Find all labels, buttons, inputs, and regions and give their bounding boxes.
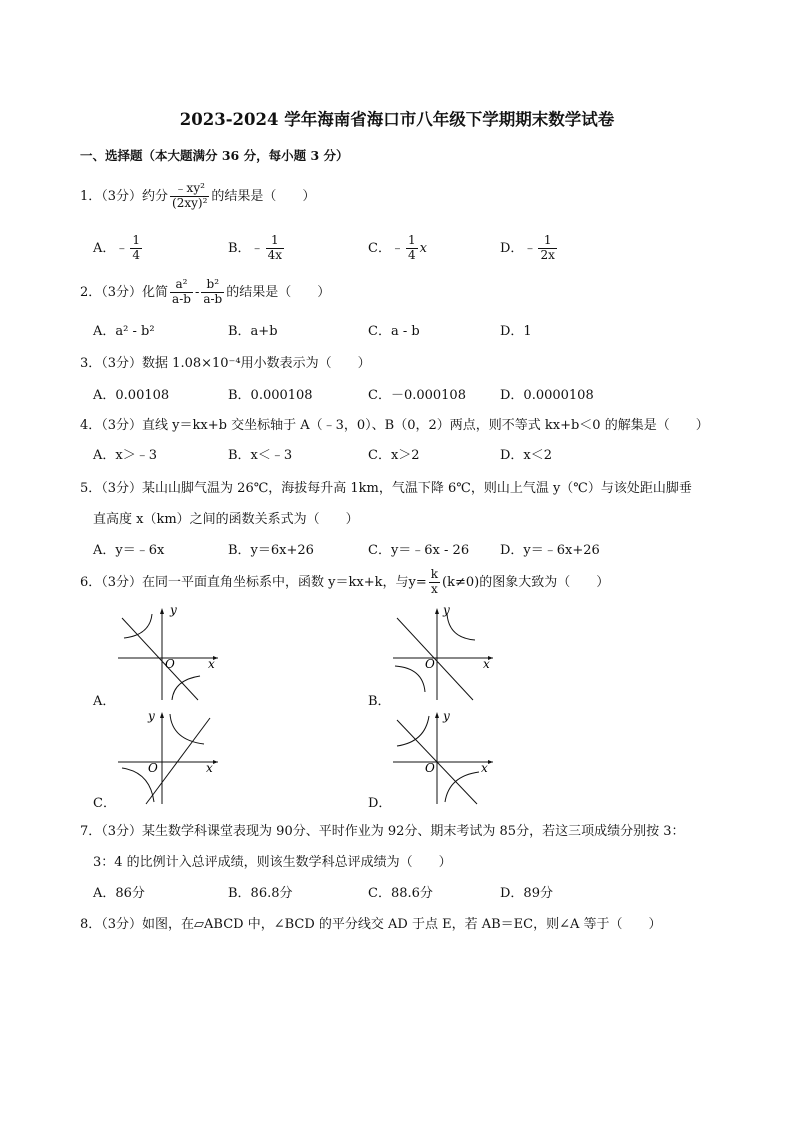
numerator: k [430, 567, 439, 581]
line-graph [122, 618, 198, 700]
numerator: 1 [538, 234, 556, 249]
q1-option-d [500, 234, 559, 263]
q1-option-a [93, 234, 144, 263]
q4-option-d: D．x＜2 [500, 448, 553, 463]
q1-denominator: (2xy)² [172, 195, 208, 210]
option-label: A． [93, 240, 116, 256]
variable: x [419, 240, 427, 256]
denominator: 2x [540, 247, 555, 262]
hyperbola-branch-1 [397, 716, 429, 746]
q1-prefix: 1．（3分）约分 [80, 188, 169, 204]
denominator: 4 [407, 247, 416, 262]
line-graph [397, 618, 473, 700]
q3-option-d: D．0.0000108 [500, 388, 594, 403]
question-8-stem: 8．（3分）如图，在▱ABCD 中，∠BCD 的平分线交 AD 于点 E，若 AB＝EC，则∠A 等于（ ） [80, 917, 662, 932]
option-fraction [130, 234, 142, 263]
graph-d [385, 706, 505, 808]
x-label: x [206, 761, 213, 775]
denominator: a-b [203, 291, 223, 306]
question-5-line-1: 5．（3分）某山山脚气温为 26℃，海拔每升高 1km，气温下降 6℃，则山上气温 y（℃）与该处距山脚垂 [80, 481, 692, 496]
q5-option-d: D．y＝﹣6x+26 [500, 543, 600, 558]
q4-option-b: B．x＜﹣3 [228, 448, 293, 463]
q6-fraction [429, 568, 440, 597]
q2-fraction-2 [201, 278, 224, 307]
origin-label: O [148, 761, 158, 775]
q5-option-b: B．y＝6x+26 [228, 543, 314, 558]
y-arrow-icon [435, 712, 439, 718]
q2-option-c: C．a - b [368, 324, 420, 339]
numerator: b² [201, 278, 224, 293]
question-3-stem: 3．（3分）数据 1.08×10⁻⁴用小数表示为（ ） [80, 356, 371, 371]
minus-sign: ﹣ [523, 240, 537, 256]
q2-option-b: B．a+b [228, 324, 278, 339]
minus-sign: ﹣ [115, 240, 129, 256]
question-6-stem [80, 568, 609, 597]
denominator: a-b [172, 291, 191, 306]
question-4-stem: 4．（3分）直线 y＝kx+b 交坐标轴于 A（﹣3，0）、B（0，2）两点，则不等式 kx+b＜0 的解集是（ ） [80, 418, 709, 433]
page-title: 2023-2024 学年海南省海口市八年级下学期期末数学试卷 [179, 110, 615, 129]
denominator: x [431, 581, 438, 596]
hyperbola-branch-2 [445, 772, 479, 802]
q6-option-a-label: A． [93, 694, 116, 709]
y-arrow-icon [160, 712, 164, 718]
q2-option-a: A．a² - b² [93, 324, 155, 339]
question-2-stem [80, 278, 330, 307]
q1-option-b [228, 234, 286, 263]
y-label: y [170, 603, 177, 617]
graph-a [110, 600, 230, 705]
graph-c [110, 706, 230, 808]
question-7-line-1: 7．（3分）某生数学科课堂表现为 90分、平时作业为 92分、期末考试为 85分，若这三项成绩分别按 3： [80, 824, 685, 839]
option-label: D． [500, 240, 524, 256]
option-fraction [406, 234, 418, 263]
y-label: y [148, 709, 155, 723]
q6-condition: (k≠0) [442, 574, 480, 590]
q7-option-b: B．86.8分 [228, 886, 293, 901]
q6-option-b-label: B． [368, 694, 391, 709]
hyperbola-branch-1 [447, 614, 475, 640]
x-arrow-icon [488, 760, 493, 764]
option-label: B． [228, 240, 251, 256]
q4-option-c: C．x＞2 [368, 448, 420, 463]
minus-sign: ﹣ [390, 240, 404, 256]
x-label: x [481, 761, 488, 775]
hyperbola-branch-2 [172, 676, 200, 700]
hyperbola-branch-1 [170, 714, 204, 744]
origin-label: O [425, 657, 435, 671]
q6-prefix: 6．（3分）在同一平面直角坐标系中，函数 y＝kx+k，与 [80, 574, 409, 590]
numerator: 1 [407, 233, 416, 247]
q1-fraction [170, 182, 209, 211]
numerator: 1 [132, 233, 141, 247]
q1-option-c [368, 234, 427, 263]
q2-fraction-1 [170, 278, 193, 307]
q2-option-d: D．1 [500, 324, 532, 339]
denominator: 4x [267, 247, 282, 262]
section-heading: 一、选择题（本大题满分 36 分，每小题 3 分） [80, 148, 349, 163]
y-arrow-icon [435, 608, 439, 614]
origin-label: O [165, 657, 175, 671]
y-label: y [443, 603, 450, 617]
option-label: C． [368, 240, 391, 256]
q7-option-a: A．86分 [93, 886, 145, 901]
q6-option-c-label: C． [93, 796, 116, 811]
q5-option-a: A．y＝﹣6x [93, 543, 165, 558]
option-fraction [266, 234, 284, 263]
y-label: y [443, 709, 450, 723]
q1-suffix: 的结果是（ ） [211, 188, 316, 204]
q2-suffix: 的结果是（ ） [226, 284, 331, 300]
q3-option-b: B．0.000108 [228, 388, 313, 403]
x-label: x [483, 657, 490, 671]
q6-option-d-label: D． [368, 796, 392, 811]
q7-option-d: D．89分 [500, 886, 553, 901]
q4-option-a: A．x＞﹣3 [93, 448, 157, 463]
y-arrow-icon [160, 608, 164, 614]
q5-option-c: C．y＝﹣6x - 26 [368, 543, 470, 558]
origin-label: O [425, 761, 435, 775]
q6-function: y= [408, 574, 427, 590]
numerator: a² [170, 278, 193, 293]
question-7-line-2: 3：4 的比例计入总评成绩，则该生数学科总评成绩为（ ） [93, 855, 452, 870]
numerator: 1 [266, 234, 284, 249]
q1-numerator: ﹣xy² [170, 182, 209, 197]
q2-prefix: 2．（3分）化简 [80, 284, 169, 300]
x-label: x [208, 657, 215, 671]
minus-sign: - [194, 284, 200, 300]
graph-b [385, 600, 505, 705]
question-1-stem [80, 182, 315, 211]
q7-option-c: C．88.6分 [368, 886, 433, 901]
q3-option-c: C．－0.000108 [368, 388, 466, 403]
x-arrow-icon [213, 760, 218, 764]
q3-option-a: A．0.00108 [93, 388, 170, 403]
minus-sign: ﹣ [250, 240, 264, 256]
q6-suffix: 的图象大致为（ ） [479, 574, 610, 590]
question-5-line-2: 直高度 x（km）之间的函数关系式为（ ） [93, 512, 359, 527]
denominator: 4 [132, 247, 141, 262]
hyperbola-branch-1 [124, 614, 152, 638]
option-fraction [538, 234, 556, 263]
hyperbola-branch-2 [395, 666, 425, 692]
